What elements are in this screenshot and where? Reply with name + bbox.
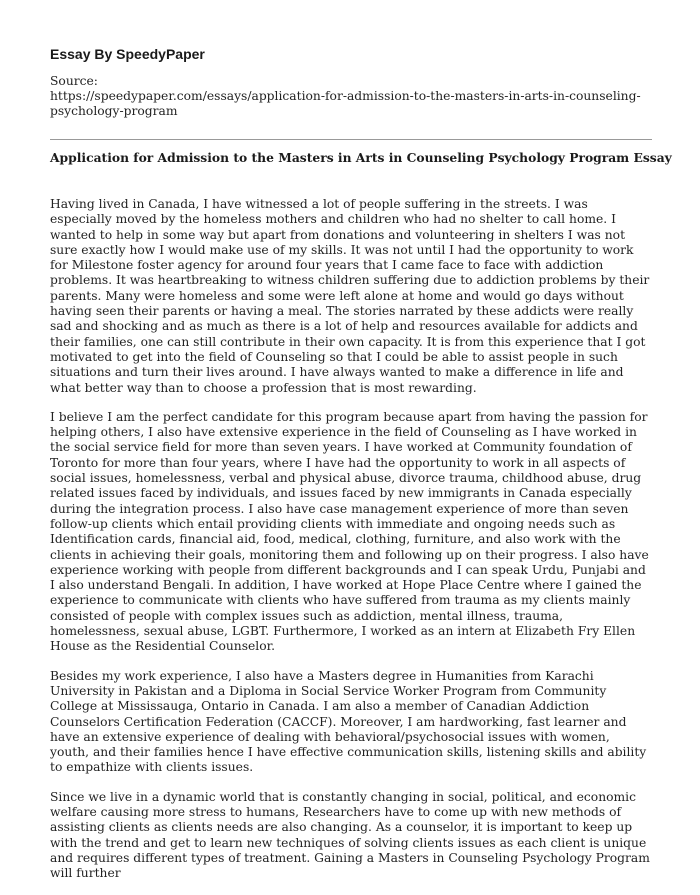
source-label: Source: xyxy=(50,74,98,88)
essay-paragraph: Since we live in a dynamic world that is constantly changing in social, political, and economic welfare causing more stress to humans, Researchers have to come up with new methods of assisting clients as clients needs are also changing. As a counselor, it is important to keep up with the trend and get to learn new techniques of solving clients issues as each client is unique and requires different types of treatment. Gaining a Masters in Counseling Psychology Program will further xyxy=(50,789,650,881)
essay-body xyxy=(50,197,652,895)
source-url: https://speedypaper.com/essays/application-for-admission-to-the-masters-in-arts-in-counseling-psychology-program xyxy=(50,89,641,118)
essay-title: Application for Admission to the Masters in Arts in Counseling Psychology Program Essay xyxy=(50,150,672,165)
essay-paragraph: Besides my work experience, I also have a Masters degree in Humanities from Karachi University in Pakistan and a Diploma in Social Service Worker Program from Community College at Mississauga, Ontario in Canada. I am also a member of Canadian Addiction Counselors Certification Federation (CACCF). Moreover, I am hardworking, fast learner and have an extensive experience of dealing with behavioral/psychosocial issues with women, youth, and their families hence I have effective communication skills, listening skills and ability to empathize with clients issues. xyxy=(50,668,647,775)
source-block xyxy=(50,74,650,119)
essay-paragraph: Having lived in Canada, I have witnessed a lot of people suffering in the streets. I was especially moved by the homeless mothers and children who had no shelter to call home. I wanted to help in some way but apart from donations and volunteering in shelters I was not sure exactly how I would make use of my skills. It was not until I had the opportunity to work for Milestone foster agency for around four years that I came face to face with addiction problems. It was heartbreaking to witness children suffering due to addiction problems by their parents. Many were homeless and some were left alone at home and would go days without having seen their parents or having a meal. The stories narrated by these addicts were really sad and shocking and as much as there is a lot of help and resources available for addicts and their families, one can still contribute in their own capacity. It is from this experience that I got motivated to get into the field of Counseling so that I could be able to assist people in such situations and turn their lives around. I have always wanted to make a difference in life and what better way than to choose a profession that is most rewarding. xyxy=(50,197,650,395)
header-divider xyxy=(50,139,652,140)
essay-paragraph: I believe I am the perfect candidate for this program because apart from having the passion for helping others, I also have extensive experience in the field of Counseling as I have worked in the social service field for more than seven years. I have worked at Community foundation of Toronto for more than four years, where I have had the opportunity to work in all aspects of social issues, homelessness, verbal and physical abuse, divorce trauma, childhood abuse, drug related issues faced by individuals, and issues faced by new immigrants in Canada especially during the integration process. I also have case management experience of more than seven follow-up clients which entail providing clients with immediate and ongoing needs such as Identification cards, financial aid, food, medical, clothing, furniture, and also work with the clients in achieving their goals, monitoring them and following up on their progress. I also have experience working with people from different backgrounds and I can speak Urdu, Punjabi and I also understand Bengali. In addition, I have worked at Hope Place Centre where I gained the experience to communicate with clients who have suffered from trauma as my clients mainly consisted of people with complex issues such as addiction, mental illness, trauma, homelessness, sexual abuse, LGBT. Furthermore, I worked as an intern at Elizabeth Fry Ellen House as the Residential Counselor. xyxy=(50,409,649,654)
essay-by-heading: Essay By SpeedyPaper xyxy=(50,46,205,62)
